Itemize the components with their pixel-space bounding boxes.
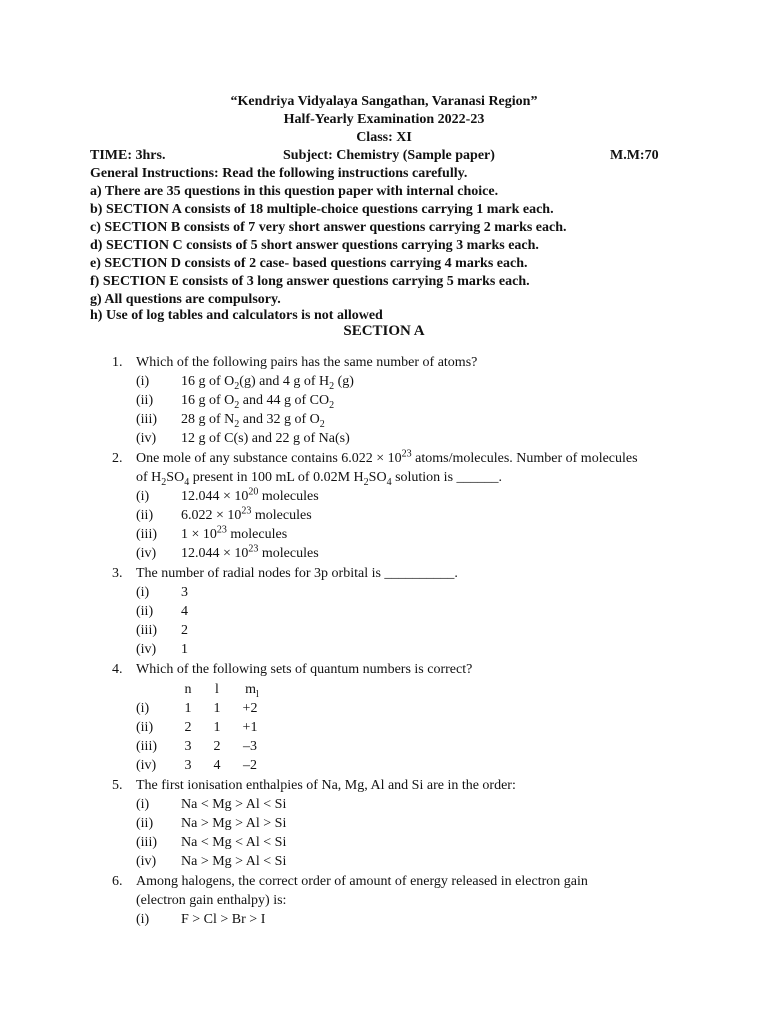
section-a-title: SECTION A bbox=[343, 323, 425, 339]
question-number: 3. bbox=[112, 566, 123, 581]
option-label: (iv) bbox=[136, 758, 157, 773]
ml-value: –2 bbox=[243, 758, 257, 773]
question-number: 2. bbox=[112, 451, 123, 466]
option-text: 1 bbox=[181, 642, 188, 657]
option-label: (iv) bbox=[136, 546, 157, 561]
instruction-item: b) SECTION A consists of 18 multiple-choice questions carrying 1 mark each. bbox=[90, 202, 554, 217]
header-n: n bbox=[184, 682, 192, 697]
option-label: (iv) bbox=[136, 431, 157, 446]
question-number: 5. bbox=[112, 778, 123, 793]
option-text: Na > Mg > Al > Si bbox=[181, 816, 287, 831]
option-label: (iii) bbox=[136, 412, 157, 427]
q4-option-i bbox=[136, 699, 676, 718]
option-label: (iii) bbox=[136, 739, 157, 754]
header-l: l bbox=[215, 682, 219, 697]
instruction-item: a) There are 35 questions in this question paper with internal choice. bbox=[90, 184, 499, 199]
q5-option-iii bbox=[136, 833, 676, 852]
school-title: “Kendriya Vidyalaya Sangathan, Varanasi Region” bbox=[230, 94, 538, 109]
q2-option-iv bbox=[136, 544, 676, 563]
option-text: Na > Mg > Al < Si bbox=[181, 854, 287, 869]
header-ml: $m_l$ bbox=[245, 682, 259, 700]
n-value: 3 bbox=[184, 758, 192, 773]
option-label: (i) bbox=[136, 489, 150, 504]
exam-meta-row bbox=[90, 146, 660, 165]
exam-title: Half-Yearly Examination 2022-23 bbox=[283, 112, 485, 127]
q4-option-iv bbox=[136, 756, 676, 775]
n-value: 1 bbox=[184, 701, 192, 716]
option-text: 4 bbox=[181, 604, 188, 619]
q1-option-ii bbox=[136, 391, 676, 410]
option-label: (ii) bbox=[136, 508, 154, 523]
q3-option-iv bbox=[136, 640, 676, 659]
q1-option-iv bbox=[136, 429, 676, 448]
question-text: Among halogens, the correct order of amount of energy released in electron gain bbox=[136, 874, 588, 889]
q5-option-iv bbox=[136, 852, 676, 871]
question-text: The first ionisation enthalpies of Na, Mg, Al and Si are in the order: bbox=[136, 778, 516, 793]
option-label: (ii) bbox=[136, 720, 154, 735]
option-text: 28 g of $N_2$ and 32 g of $O_2$ bbox=[181, 412, 325, 430]
l-value: 4 bbox=[213, 758, 221, 773]
question-number: 6. bbox=[112, 874, 123, 889]
instruction-item: e) SECTION D consists of 2 case- based questions carrying 4 marks each. bbox=[90, 256, 528, 271]
option-text: F > Cl > Br > I bbox=[181, 912, 266, 927]
option-label: (iv) bbox=[136, 854, 157, 869]
q3-option-i bbox=[136, 583, 676, 602]
option-text: Na < Mg > Al < Si bbox=[181, 797, 287, 812]
option-label: (iii) bbox=[136, 527, 157, 542]
q2-option-ii bbox=[136, 506, 676, 525]
q5-option-i bbox=[136, 795, 676, 814]
l-value: 2 bbox=[213, 739, 221, 754]
option-text: Na < Mg < Al < Si bbox=[181, 835, 287, 850]
instruction-item: f) SECTION E consists of 3 long answer questions carrying 5 marks each. bbox=[90, 274, 530, 289]
class-label: Class: XI bbox=[356, 130, 412, 145]
instruction-item: c) SECTION B consists of 7 very short answer questions carrying 2 marks each. bbox=[90, 220, 567, 235]
instructions-heading: General Instructions: Read the following instructions carefully. bbox=[90, 166, 468, 181]
option-label: (ii) bbox=[136, 816, 154, 831]
q3-option-iii bbox=[136, 621, 676, 640]
question-text: The number of radial nodes for 3p orbital is __________. bbox=[136, 566, 458, 581]
ml-value: +1 bbox=[242, 720, 258, 735]
option-label: (i) bbox=[136, 797, 150, 812]
option-label: (i) bbox=[136, 374, 150, 389]
option-text: $12.044 \times 10^{20}$ molecules bbox=[181, 486, 319, 504]
q5-option-ii bbox=[136, 814, 676, 833]
option-text: $12.044 \times 10^{23}$ molecules bbox=[181, 543, 319, 561]
question-number: 4. bbox=[112, 662, 123, 677]
question-text: of $H_2SO_4$ present in 100 mL of 0.02M $H_2SO_4$ solution is ______. bbox=[136, 470, 503, 488]
l-value: 1 bbox=[213, 701, 221, 716]
option-text: $6.022 \times 10^{23}$ molecules bbox=[181, 505, 312, 523]
option-label: (ii) bbox=[136, 604, 154, 619]
subject-label: Subject: Chemistry (Sample paper) bbox=[283, 148, 495, 163]
option-label: (iv) bbox=[136, 642, 157, 657]
q2-option-i bbox=[136, 487, 676, 506]
q4-option-iii bbox=[136, 737, 676, 756]
instruction-item: g) All questions are compulsory. bbox=[90, 292, 281, 307]
time-label: TIME: 3hrs. bbox=[90, 148, 166, 163]
option-text: 12 g of C(s) and 22 g of Na(s) bbox=[181, 431, 350, 446]
q6-option-i bbox=[136, 910, 676, 929]
max-marks-label: M.M:70 bbox=[610, 148, 659, 163]
l-value: 1 bbox=[213, 720, 221, 735]
question-text: Which of the following pairs has the same number of atoms? bbox=[136, 355, 478, 370]
question-text: (electron gain enthalpy) is: bbox=[136, 893, 287, 908]
q4-option-ii bbox=[136, 718, 676, 737]
option-text: 16 g of $O_2(g)$ and 4 g of $H_2$ (g) bbox=[181, 374, 354, 392]
option-label: (ii) bbox=[136, 393, 154, 408]
n-value: 3 bbox=[184, 739, 192, 754]
instruction-item: h) Use of log tables and calculators is not allowed bbox=[90, 308, 383, 323]
option-label: (i) bbox=[136, 701, 150, 716]
q4-table-header bbox=[136, 680, 676, 699]
ml-value: +2 bbox=[242, 701, 258, 716]
option-text: $1 \times 10^{23}$ molecules bbox=[181, 524, 288, 542]
question-text: Which of the following sets of quantum numbers is correct? bbox=[136, 662, 473, 677]
q2-option-iii bbox=[136, 525, 676, 544]
option-text: 3 bbox=[181, 585, 188, 600]
option-label: (iii) bbox=[136, 835, 157, 850]
option-text: 16 g of $O_2$ and 44 g of $CO_2$ bbox=[181, 393, 335, 411]
n-value: 2 bbox=[184, 720, 192, 735]
q3-option-ii bbox=[136, 602, 676, 621]
option-label: (iii) bbox=[136, 623, 157, 638]
question-text: One mole of any substance contains $6.022 \times 10^{23}$ atoms/molecules. Number of molecules bbox=[136, 448, 638, 466]
q1-option-iii bbox=[136, 410, 676, 429]
question-number: 1. bbox=[112, 355, 123, 370]
option-label: (i) bbox=[136, 912, 150, 927]
option-label: (i) bbox=[136, 585, 150, 600]
instruction-item: d) SECTION C consists of 5 short answer questions carrying 3 marks each. bbox=[90, 238, 539, 253]
option-text: 2 bbox=[181, 623, 188, 638]
ml-value: –3 bbox=[243, 739, 257, 754]
q1-option-i bbox=[136, 372, 676, 391]
